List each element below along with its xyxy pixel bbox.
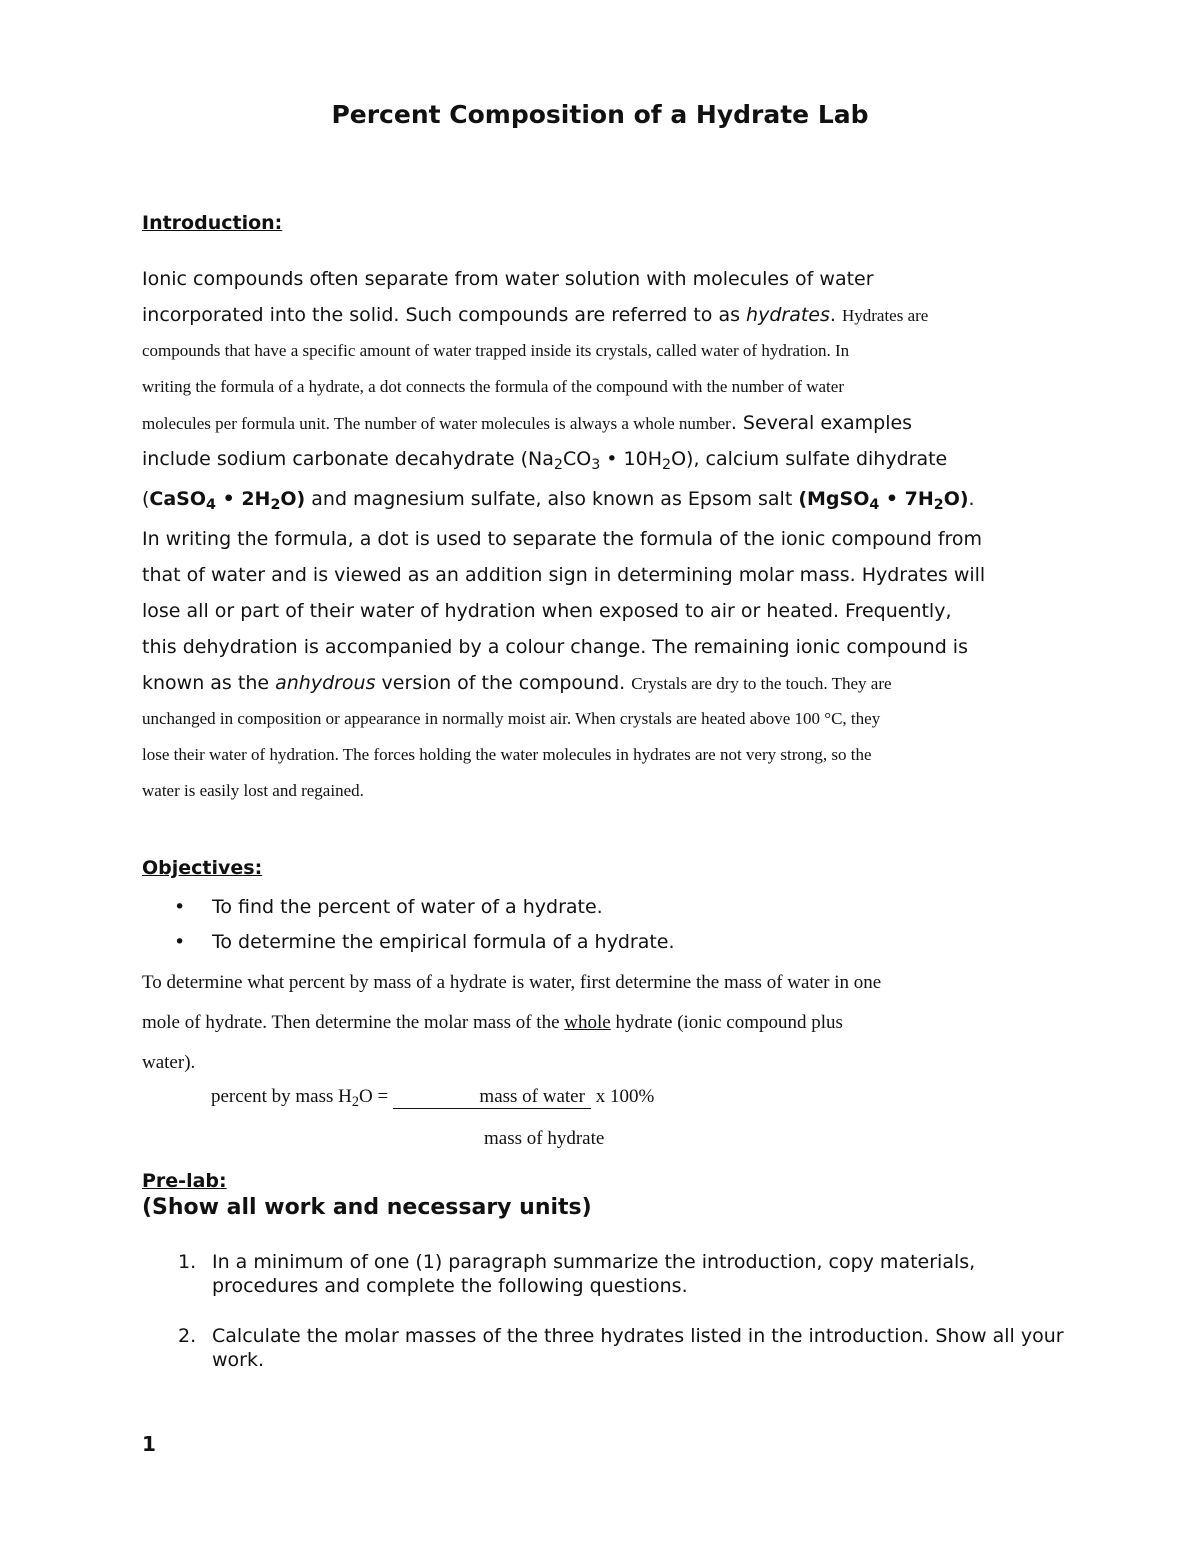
list-item: 1. In a minimum of one (1) paragraph summarize the introduction, copy materials, procedures and complete the following questions. — [178, 1251, 976, 1297]
intro-line: known as the anhydrous version of the compound. Crystals are dry to the touch. They are — [142, 672, 892, 694]
intro-line: water is easily lost and regained. — [142, 781, 364, 800]
intro-line: incorporated into the solid. Such compounds are referred to as hydrates. Hydrates are — [142, 304, 929, 326]
list-item: • To find the percent of water of a hydrate. — [142, 890, 675, 925]
anhydrous-term: anhydrous — [275, 672, 376, 694]
item-number: 2. — [178, 1325, 197, 1347]
intro-line: that of water and is viewed as an addition sign in determining molar mass. Hydrates will — [142, 564, 986, 586]
intro-line: lose their water of hydration. The forces holding the water molecules in hydrates are not very strong, so the — [142, 745, 872, 764]
prelab-subheading: (Show all work and necessary units) — [142, 1195, 592, 1220]
bullet-icon: • — [174, 896, 186, 918]
whole-term: whole — [564, 1012, 611, 1033]
intro-line: unchanged in composition or appearance in normally moist air. When crystals are heated above 100 °C, they — [142, 709, 881, 728]
explanation-line: To determine what percent by mass of a hydrate is water, first determine the mass of water in one — [142, 972, 882, 993]
introduction-heading: Introduction: — [142, 212, 283, 234]
list-item: • To determine the empirical formula of a hydrate. — [142, 925, 675, 960]
explanation-paragraph — [142, 963, 1072, 1083]
intro-line: (CaSO$_4$ • $2H_2O$) and magnesium sulfate, also known as Epsom salt (MgSO$_4$ • $7H_2O$). — [142, 488, 975, 513]
percent-formula: percent by mass $H_2O$ = mass of water x 100% — [211, 1086, 655, 1110]
objectives-list — [142, 890, 675, 960]
page-title: Percent Composition of a Hydrate Lab — [331, 100, 869, 129]
intro-line: include sodium carbonate decahydrate ($Na_2CO_3$ • $10H_2O$), calcium sulfate dihydrate — [142, 448, 948, 473]
intro-line: this dehydration is accompanied by a colour change. The remaining ionic compound is — [142, 636, 968, 658]
objectives-heading: Objectives: — [142, 857, 263, 879]
prelab-list — [142, 1250, 1072, 1398]
introduction-body — [142, 261, 1072, 809]
formula-denominator: mass of hydrate — [484, 1128, 605, 1149]
explanation-line: mole of hydrate. Then determine the molar mass of the whole hydrate (ionic compound plus — [142, 1012, 843, 1033]
formula-numerator: mass of water — [393, 1086, 591, 1109]
explanation-line: water). — [142, 1052, 196, 1073]
page-number: 1 — [142, 1432, 156, 1456]
intro-line: compounds that have a specific amount of water trapped inside its crystals, called water of hydration. In — [142, 341, 850, 360]
intro-line: lose all or part of their water of hydration when exposed to air or heated. Frequently, — [142, 600, 952, 622]
intro-line: writing the formula of a hydrate, a dot connects the formula of the compound with the number of water — [142, 377, 844, 396]
list-item: 2. Calculate the molar masses of the three hydrates listed in the introduction. Show all your work. — [178, 1325, 1064, 1371]
prelab-heading: Pre-lab: — [142, 1170, 227, 1192]
intro-line: In writing the formula, a dot is used to separate the formula of the ionic compound from — [142, 528, 983, 550]
bullet-icon: • — [174, 931, 186, 953]
hydrates-term: hydrates — [746, 304, 830, 326]
item-number: 1. — [178, 1251, 197, 1273]
intro-line: Ionic compounds often separate from water solution with molecules of water — [142, 268, 874, 290]
intro-line: molecules per formula unit. The number of water molecules is always a whole number. Several examples — [142, 412, 913, 434]
